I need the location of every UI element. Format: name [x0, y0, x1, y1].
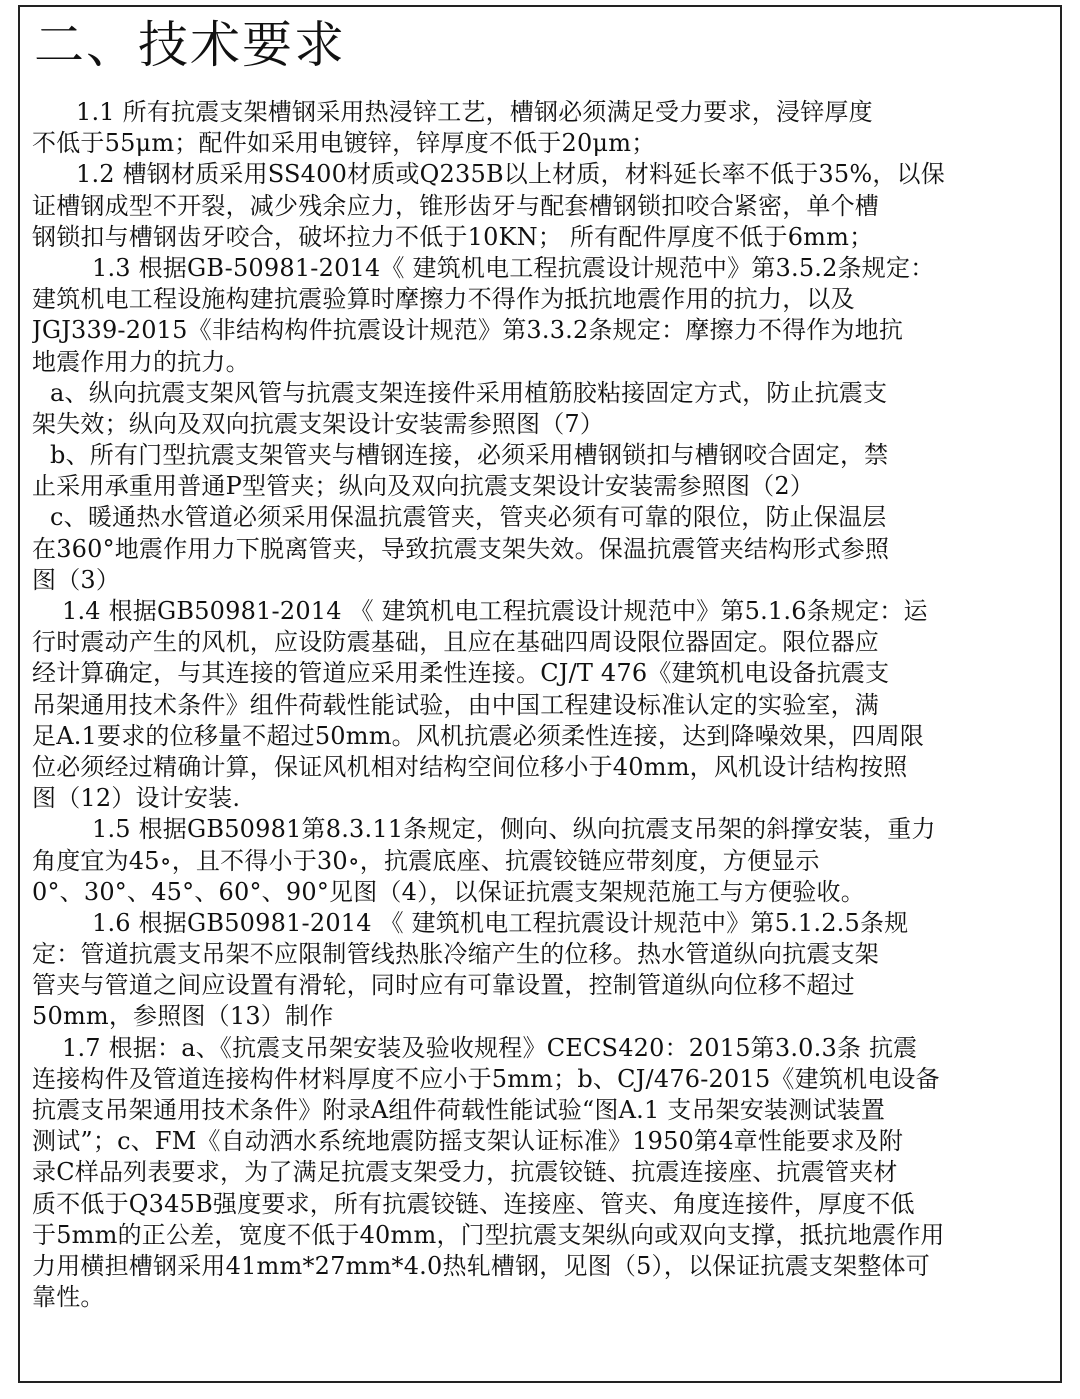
- text-line: 1.6 根据GB50981-2014 《 建筑机电工程抗震设计规范中》第5.1.2.5条规: [92, 908, 909, 937]
- text-line: 建筑机电工程设施构建抗震验算时摩擦力不得作为抵抗地震作用的抗力，以及: [32, 285, 855, 314]
- text-line: 吊架通用技术条件》组件荷载性能试验，由中国工程建设标准认定的实验室，满: [32, 690, 879, 719]
- text-line: 角度宜为45∘，且不得小于30∘，抗震底座、抗震铰链应带刻度，方便显示: [32, 846, 820, 875]
- requirements-text: [32, 97, 1048, 1313]
- text-line: 架失效；纵向及双向抗震支架设计安装需参照图（7）: [32, 409, 605, 438]
- text-line: 靠性。: [32, 1283, 105, 1312]
- text-line: 地震作用力的抗力。: [32, 347, 250, 376]
- text-line: 不低于55μm；配件如采用电镀锌，锌厚度不低于20μm；: [32, 129, 656, 158]
- text-line: b、所有门型抗震支架管夹与槽钢连接，必须采用槽钢锁扣与槽钢咬合固定，禁: [50, 441, 889, 470]
- text-line: 位必须经过精确计算，保证风机相对结构空间位移小于40mm，风机设计结构按照: [32, 752, 908, 781]
- text-line: 50mm，参照图（13）制作: [32, 1002, 334, 1031]
- text-line: 录C样品列表要求，为了满足抗震支架受力，抗震铰链、抗震连接座、抗震管夹材: [32, 1158, 898, 1187]
- text-line: 质不低于Q345B强度要求，所有抗震铰链、连接座、管夹、角度连接件，厚度不低: [32, 1189, 915, 1218]
- text-line: 行时震动产生的风机，应设防震基础，且应在基础四周设限位器固定。限位器应: [32, 628, 879, 657]
- text-line: 1.7 根据：a、《抗震支吊架安装及验收规程》CECS420：2015第3.0.3条 抗震: [62, 1033, 918, 1062]
- text-line: 测试”；c、FM《自动洒水系统地震防摇支架认证标准》1950第4章性能要求及附: [32, 1127, 904, 1156]
- text-line: 在360°地震作用力下脱离管夹，导致抗震支架失效。保温抗震管夹结构形式参照: [32, 534, 890, 563]
- text-line: 1.4 根据GB50981-2014 《 建筑机电工程抗震设计规范中》第5.1.6条规定：运: [62, 597, 928, 625]
- text-line: 图（3）: [32, 565, 121, 594]
- text-line: 1.3 根据GB-50981-2014《 建筑机电工程抗震设计规范中》第3.5.2条规定：: [92, 253, 935, 282]
- text-line: 足A.1要求的位移量不超过50mm。风机抗震必须柔性连接，达到降噪效果，四周限: [32, 721, 925, 750]
- text-line: 力用横担槽钢采用41mm*27mm*4.0热轧槽钢，见图（5），以保证抗震支架整体可: [32, 1251, 930, 1280]
- text-line: 连接构件及管道连接构件材料厚度不应小于5mm；b、CJ/476-2015《建筑机电设备: [32, 1064, 940, 1093]
- text-line: 管夹与管道之间应设置有滑轮，同时应有可靠设置，控制管道纵向位移不超过: [32, 971, 855, 1000]
- text-line: 抗震支吊架通用技术条件》附录A组件荷载性能试验“图A.1 支吊架安装测试装置: [32, 1096, 886, 1124]
- text-line: 证槽钢成型不开裂，减少残余应力，锥形齿牙与配套槽钢锁扣咬合紧密，单个槽: [32, 191, 879, 220]
- text-line: JGJ339-2015《非结构构件抗震设计规范》第3.3.2条规定：摩擦力不得作为地抗: [32, 316, 904, 345]
- text-line: a、纵向抗震支架风管与抗震支架连接件采用植筋胶粘接固定方式，防止抗震支: [50, 378, 888, 407]
- text-line: c、暖通热水管道必须采用保温抗震管夹，管夹必须有可靠的限位，防止保温层: [50, 503, 887, 532]
- section-heading: 二、技术要求: [34, 16, 346, 74]
- text-line: 止采用承重用普通P型管夹；纵向及双向抗震支架设计安装需参照图（2）: [32, 472, 815, 501]
- document-frame: [18, 5, 1062, 1383]
- text-line: 1.2 槽钢材质采用SS400材质或Q235B以上材质，材料延长率不低于35%，以保: [76, 160, 945, 189]
- text-line: 图（12）设计安装.: [32, 784, 241, 813]
- text-line: 定：管道抗震支吊架不应限制管线热胀冷缩产生的位移。热水管道纵向抗震支架: [32, 940, 879, 969]
- text-line: 钢锁扣与槽钢齿牙咬合，破坏拉力不低于10KN； 所有配件厚度不低于6mm；: [32, 222, 874, 251]
- text-line: 于5mm的正公差，宽度不低于40mm，门型抗震支架纵向或双向支撑，抵抗地震作用: [32, 1220, 945, 1249]
- text-line: 经计算确定，与其连接的管道应采用柔性连接。CJ/T 476《建筑机电设备抗震支: [32, 659, 890, 688]
- text-line: 1.5 根据GB50981第8.3.11条规定，侧向、纵向抗震支吊架的斜撑安装，重力: [92, 815, 936, 844]
- text-line: 0°、30°、45°、60°、90°见图（4），以保证抗震支架规范施工与方便验收。: [32, 877, 865, 906]
- text-line: 1.1 所有抗震支架槽钢采用热浸锌工艺，槽钢必须满足受力要求，浸锌厚度: [76, 98, 873, 126]
